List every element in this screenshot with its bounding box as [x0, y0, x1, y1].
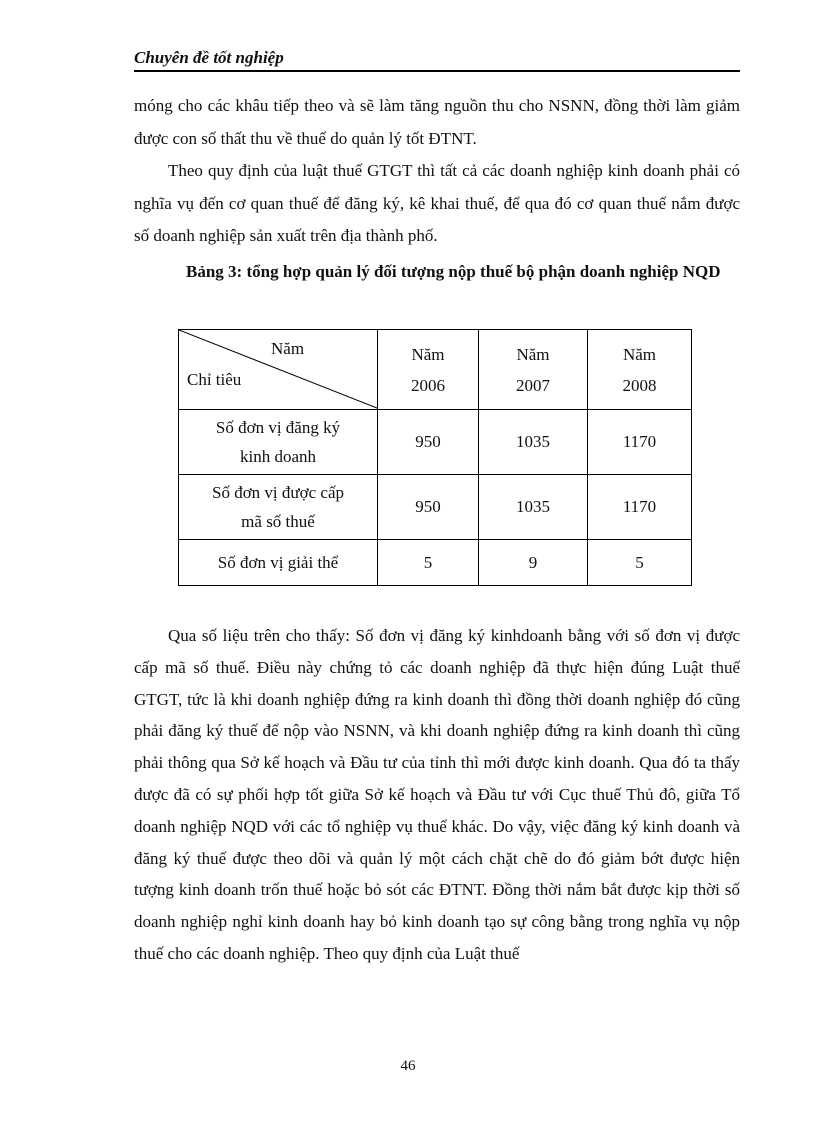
value-cell: 5: [378, 540, 479, 586]
value-cell: 1170: [588, 475, 692, 540]
value-cell: 1035: [479, 475, 588, 540]
year-header-2007: [479, 330, 588, 410]
year-word: Năm: [622, 344, 657, 364]
value-cell: 5: [588, 540, 692, 586]
year-word: Năm: [411, 344, 445, 364]
paragraph-3: Qua số liệu trên cho thấy: Số đơn vị đăng ký kinhdoanh bằng với số đơn vị được cấp mã số thuế. Điều này chứng tỏ các doanh nghiệp đã thực hiện đúng Luật thuế GTGT, tức là khi doanh nghiệp đứng ra kinh doanh thì đồng thời doanh nghiệp đó cũng phải đăng ký thuế để nộp vào NSNN, và khi doanh nghiệp đứng ra kinh doanh thì cũng phải thông qua Sở kế hoạch và Đầu tư của tỉnh thì mới được kinh doanh. Qua đó ta thấy được đã có sự phối hợp tốt giữa Sở kế hoạch và Đầu tư với Cục thuế Thủ đô, giữa Tổ doanh nghiệp NQD với các tổ nghiệp vụ thuế khác. Do vậy, việc đăng ký kinh doanh và đăng ký thuế được theo dõi và quản lý một cách chặt chẽ do đó giảm bớt được hiện tượng kinh doanh trốn thuế hoặc bỏ sót các ĐTNT. Đồng thời nắm bắt được kịp thời số doanh nghiệp nghỉ kinh doanh hay bỏ kinh doanh tạo sự công bằng trong nghĩa vụ nộp thuế cho các doanh nghiệp. Theo quy định của Luật thuế: [134, 626, 740, 963]
row-label-line: Số đơn vị được cấp: [211, 483, 344, 502]
row-label-line: kinh doanh: [239, 447, 317, 466]
year-header-2008: [588, 330, 692, 410]
corner-header-cell: [179, 330, 378, 410]
page-number: 46: [400, 1058, 416, 1074]
paragraph-1: móng cho các khâu tiếp theo và sẽ làm tăng nguồn thu cho NSNN, đồng thời làm giảm được con số thất thu về thuế do quản lý tốt ĐTNT.: [134, 96, 740, 148]
paragraph-2: Theo quy định của luật thuế GTGT thì tất cả các doanh nghiệp kinh doanh phải có nghĩa vụ đến cơ quan thuế để đăng ký, kê khai thuế, để qua đó cơ quan thuế nắm được số doanh nghiệp sản xuất trên địa thành phố.: [134, 161, 740, 245]
table-header-row: [179, 330, 692, 410]
row-label-line: mã số thuế: [241, 512, 315, 531]
value-cell: 1035: [479, 410, 588, 475]
value-cell: 1170: [588, 410, 692, 475]
row-label-line: Số đơn vị giải thể: [217, 553, 339, 572]
year-value: 2008: [622, 375, 657, 395]
year-word: Năm: [516, 344, 550, 364]
table-row: [179, 540, 692, 586]
corner-year-label: Năm: [271, 339, 305, 358]
page-header: Chuyên đề tốt nghiệp: [134, 48, 740, 72]
year-header-2006: [378, 330, 479, 410]
year-value: 2007: [516, 375, 550, 395]
corner-indicator-label: Chỉ tiêu: [187, 370, 242, 389]
value-cell: 950: [378, 475, 479, 540]
row-label-tax-code: [179, 475, 378, 540]
table-row: [179, 410, 692, 475]
value-cell: 950: [378, 410, 479, 475]
table-caption: Bảng 3: tổng hợp quản lý đối tượng nộp thuế bộ phận doanh nghiệp NQD: [186, 262, 721, 281]
table-row: [179, 475, 692, 540]
year-value: 2006: [411, 375, 445, 395]
statistics-table: [178, 329, 692, 586]
value-cell: 9: [479, 540, 588, 586]
row-label-registered: [179, 410, 378, 475]
row-label-dissolved: [179, 540, 378, 586]
row-label-line: Số đơn vị đăng ký: [215, 418, 341, 437]
